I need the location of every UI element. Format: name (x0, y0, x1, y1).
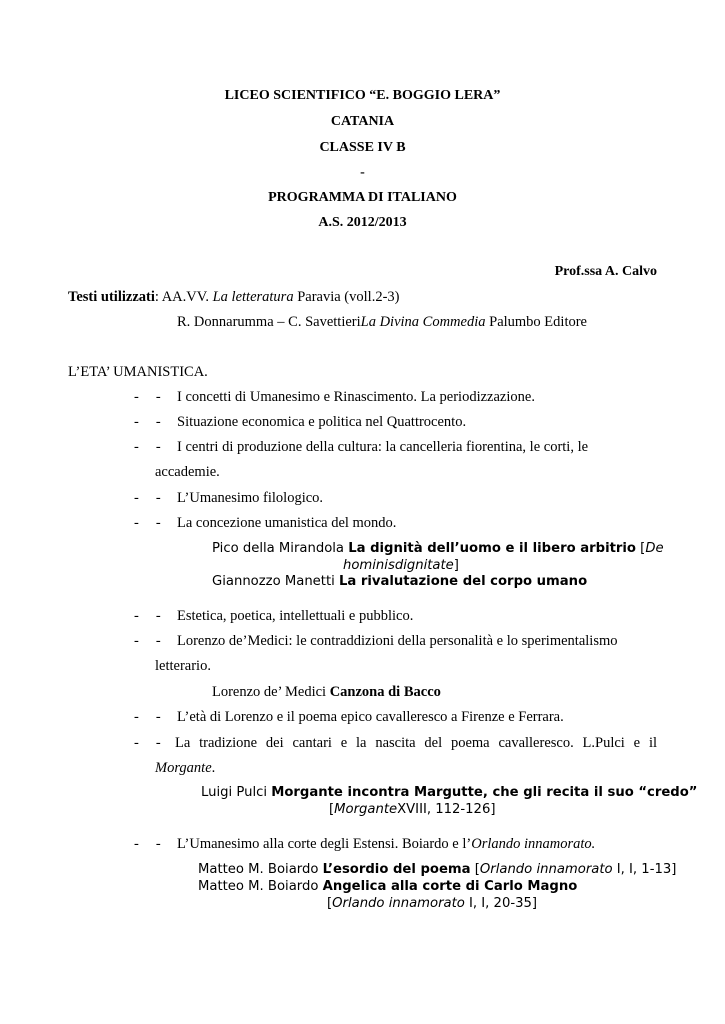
bullet-mark: - - (134, 633, 161, 649)
list-item: La concezione umanistica del mondo. (177, 515, 397, 531)
reading-boiardo-2-source: [Orlando innamorato I, I, 20-35] (327, 896, 538, 911)
texts-label: Testi utilizzati (68, 289, 155, 305)
school-year: A.S. 2012/2013 (318, 215, 407, 230)
bullet-mark: - - (134, 439, 161, 455)
reading-manetti: Giannozzo Manetti La rivalutazione del corpo umano (212, 574, 588, 589)
list-item-continuation: letterario. (155, 658, 211, 674)
school-name: LICEO SCIENTIFICO “E. BOGGIO LERA” (224, 88, 501, 103)
list-item: L’età di Lorenzo e il poema epico cavalleresco a Firenze e Ferrara. (177, 709, 564, 725)
reading-pico-source: hominisdignitate] (343, 558, 459, 573)
list-item: L’Umanesimo alla corte degli Estensi. Boiardo e l’Orlando innamorato. (177, 836, 596, 852)
list-item: L’Umanesimo filologico. (177, 490, 324, 506)
book2-authors: R. Donnarumma – C. Savettieri (177, 314, 361, 330)
bullet-mark: - - (134, 735, 161, 751)
bullet-mark: - - (134, 608, 161, 624)
bullet-mark: - - (134, 515, 161, 531)
book1-rest: Paravia (voll.2-3) (293, 289, 400, 305)
header-dash: - (360, 165, 365, 180)
list-item: La tradizione dei cantari e la nascita del poema cavalleresco. L.Pulci e il (175, 735, 657, 751)
reading-boiardo-2: Matteo M. Boiardo Angelica alla corte di Carlo Magno (198, 879, 578, 894)
program-title: PROGRAMMA DI ITALIANO (268, 190, 457, 205)
list-item: I concetti di Umanesimo e Rinascimento. La periodizzazione. (177, 389, 535, 405)
bullet-mark: - - (134, 709, 161, 725)
reading-pulci: Luigi Pulci Morgante incontra Margutte, che gli recita il suo “credo” (201, 785, 698, 800)
list-item: Lorenzo de’Medici: le contraddizioni della personalità e lo sperimentalismo (177, 633, 618, 649)
list-item-continuation: accademie. (155, 464, 220, 480)
bullet-mark: - - (134, 836, 161, 852)
reading-boiardo-1: Matteo M. Boiardo L’esordio del poema [Orlando innamorato I, I, 1-13] (198, 862, 677, 877)
bullet-mark: - - (134, 389, 161, 405)
bullet-mark: - - (134, 490, 161, 506)
reading-lorenzo: Lorenzo de’ Medici Canzona di Bacco (212, 684, 441, 700)
list-item-continuation: Morgante. (155, 760, 216, 776)
teacher-name: Prof.ssa A. Calvo (554, 264, 657, 279)
list-item: Situazione economica e politica nel Quattrocento. (177, 414, 467, 430)
texts-colon: : AA.VV. (154, 289, 213, 305)
texts-line-1 (68, 289, 399, 306)
class-name: CLASSE IV B (319, 140, 406, 155)
city: CATANIA (330, 114, 395, 129)
texts-line-2 (177, 314, 587, 331)
reading-pico: Pico della Mirandola La dignità dell’uomo e il libero arbitrio [De (212, 541, 664, 556)
list-item: I centri di produzione della cultura: la cancelleria fiorentina, le corti, le (177, 439, 589, 455)
reading-pulci-source: [MorganteXVIII, 112-126] (329, 802, 496, 817)
book1-title: La letteratura (212, 289, 294, 305)
list-item: Estetica, poetica, intellettuali e pubblico. (177, 608, 414, 624)
book2-title: La Divina Commedia (360, 314, 486, 330)
book2-rest: Palumbo Editore (485, 314, 587, 330)
section-title: L’ETA’ UMANISTICA. (68, 364, 208, 380)
bullet-mark: - - (134, 414, 161, 430)
